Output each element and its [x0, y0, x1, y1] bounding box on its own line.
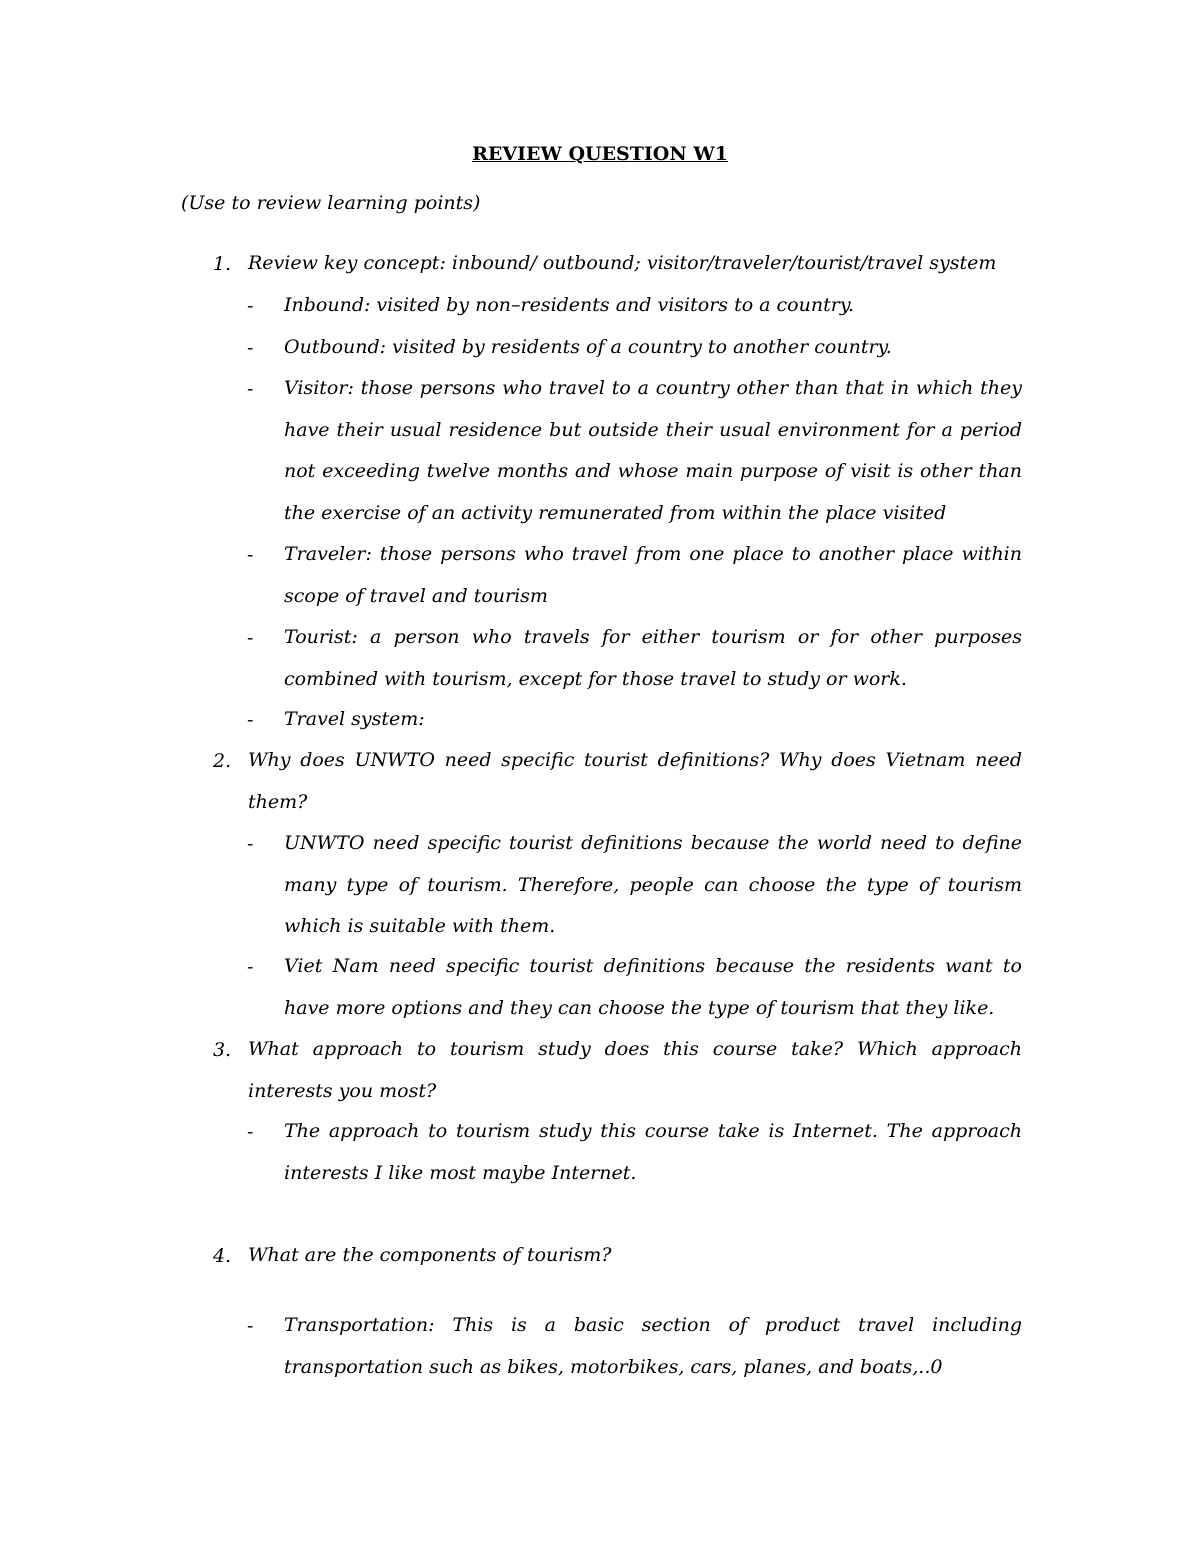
list-dash: - [247, 295, 254, 317]
answer-item: Tourist: a person who travels for either tourism or for other purposes combined with tourism, except for those travel to study or work. [284, 626, 1022, 690]
list-dash: - [247, 544, 254, 566]
list-dash: - [247, 833, 254, 855]
answer-item: Viet Nam need specific tourist definitions because the residents want to have more options and they can choose the type of tourism that they like. [284, 955, 1022, 1019]
question-text: Review key concept: inbound/ outbound; visitor/traveler/tourist/travel system [248, 252, 997, 274]
question-text: Why does UNWTO need specific tourist definitions? Why does Vietnam need them? [248, 749, 1022, 813]
document-title: REVIEW QUESTION W1 [472, 143, 728, 165]
question-text: What approach to tourism study does this course take? Which approach interests you most? [248, 1038, 1022, 1102]
question-number: 2. [213, 750, 232, 772]
list-dash: - [247, 709, 254, 731]
answer-item: Visitor: those persons who travel to a country other than that in which they have their usual residence but outside their usual environment for a period not exceeding twelve months and whose main purpose of visit is other than the exercise of an activity remunerated from within the place visited [284, 377, 1022, 524]
question-number: 3. [213, 1039, 232, 1061]
answer-item: UNWTO need specific tourist definitions because the world need to define many type of tourism. Therefore, people can choose the type of tourism which is suitable with them. [284, 832, 1022, 937]
list-dash: - [247, 1315, 254, 1337]
list-dash: - [247, 627, 254, 649]
answer-item: Inbound: visited by non–residents and visitors to a country. [284, 294, 855, 316]
question-number: 4. [213, 1245, 232, 1267]
question-text: What are the components of tourism? [248, 1244, 612, 1266]
list-dash: - [247, 378, 254, 400]
document-subtitle: (Use to review learning points) [181, 192, 481, 214]
list-dash: - [247, 1121, 254, 1143]
list-dash: - [247, 337, 254, 359]
list-dash: - [247, 956, 254, 978]
answer-item: The approach to tourism study this course take is Internet. The approach interests I like most maybe Internet. [284, 1120, 1022, 1184]
answer-item: Traveler: those persons who travel from one place to another place within scope of travel and tourism [284, 543, 1022, 607]
answer-item: Outbound: visited by residents of a country to another country. [284, 336, 892, 358]
answer-item: Travel system: [284, 708, 425, 730]
question-number: 1. [213, 253, 232, 275]
answer-item: Transportation: This is a basic section of product travel including transportation such as bikes, motorbikes, cars, planes, and boats,..0 [284, 1314, 1022, 1378]
